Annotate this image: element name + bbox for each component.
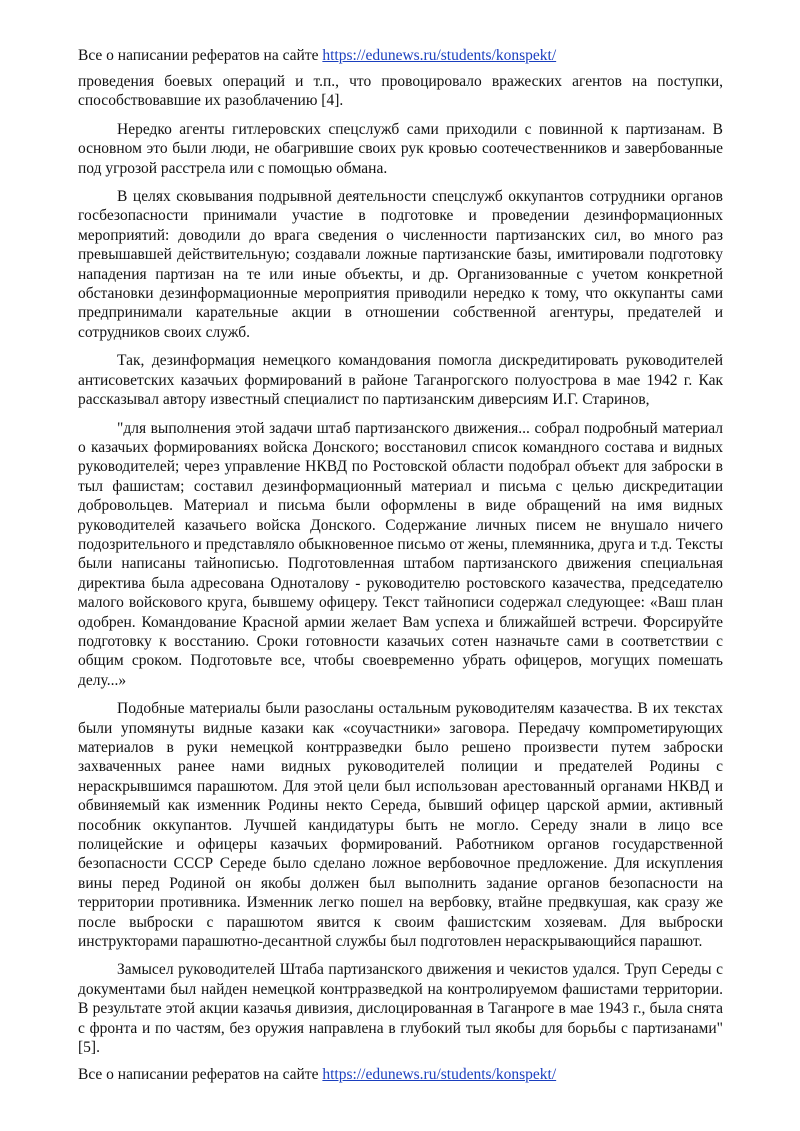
paragraph-7: Замысел руководителей Штаба партизанского движения и чекистов удался. Труп Середы с документами был найден немецкой контрразведкой на контролируемом фашистами территории. В результате этой акции казачья дивизия, дислоцированная в Таганроге в мае 1943 г., была снята с фронта и по частям, без оружия направлена в глубокий тыл якобы для борьбы с партизанами" [5]. [78, 961, 723, 1057]
header-link[interactable]: https://edunews.ru/students/konspekt/ [322, 47, 557, 64]
footer-link[interactable]: https://edunews.ru/students/konspekt/ [322, 1066, 557, 1083]
paragraph-1: проведения боевых операций и т.п., что провоцировало вражеских агентов на поступки, способствовавшие их разоблачению [4]. [78, 73, 723, 110]
page-header [78, 46, 723, 66]
header-text: Все о написании рефератов на сайте [78, 47, 323, 64]
paragraph-3: В целях сковывания подрывной деятельности спецслужб оккупантов сотрудники органов госбезопасности принимали участие в подготовке и проведении дезинформационных мероприятий: доводили до врага сведения о численности партизанских сил, во много раз превышавшей действительную; создавали ложные партизанские базы, имитировали подготовку нападения партизан на те или иные объекты, и др. Организованные с учетом конкретной обстановки дезинформационные мероприятия приводили нередко к тому, что оккупанты сами предпринимали карательные акции в отношении собственной агентуры, предателей и сотрудников своих служб. [78, 188, 723, 341]
document-page [78, 46, 723, 1067]
quote-paragraph: "для выполнения этой задачи штаб партизанского движения... собрал подробный материал о казачьих формированиях войска Донского; восстановил список командного состава и видных руководителей; через управление НКВД по Ростовской области подобрал объект для заброски в тыл фашистам; составил дезинформационный материал и письма с целью дискредитации добровольцев. Материал и письма были оформлены в виде обращений на имя видных руководителей казачьего войска Донского. Содержание личных писем не внушало ничего подозрительного и представляло обыкновенное письмо от жены, племянника, друга и т.д. Тексты были написаны тайнописью. Подготовленная штабом партизанского движения специальная директива была адресована Одноталову - руководителю ростовского казачества, председателю малого войскового круга, бывшему офицеру. Текст тайнописи содержал следующее: «Ваш план одобрен. Командование Красной армии желает Вам успеха и ближайшей встречи. Форсируйте подготовку к восстанию. Сроки готовности казачьих сотен назначьте сами в соответствии с общим сроком. Подготовьте все, чтобы своевременно убрать офицеров, могущих помешать делу...» [78, 419, 723, 689]
paragraph-4: Так, дезинформация немецкого командования помогла дискредитировать руководителей антисоветских казачьих формирований в районе Таганрогского полуострова в мае 1942 г. Как рассказывал автору известный специалист по партизанским диверсиям И.Г. Старинов, [78, 352, 723, 409]
paragraph-2: Нередко агенты гитлеровских спецслужб сами приходили с повинной к партизанам. В основном это были люди, не обагрившие своих рук кровью соотечественников и завербованные под угрозой расстрела или с помощью обмана. [78, 120, 723, 177]
paragraph-6: Подобные материалы были разосланы остальным руководителям казачества. В их текстах были упомянуты видные казаки как «соучастники» заговора. Передачу компрометирующих материалов в руки немецкой контрразведки было решено произвести путем заброски захваченных ранее нами видных руководителей полиции и предателей Родины с нераскрывшимся парашютом. Для этой цели был использован арестованный органами НКВД и обвиняемый как изменник Родины некто Середа, бывший офицер царской армии, активный пособник оккупантов. Лучшей кандидатуры быть не могло. Середу знали в лицо все полицейские и офицеры казачьих формирований. Работником органов государственной безопасности СССР Середе было сделано ложное вербовочное предложение. Для искупления вины перед Родиной он якобы должен был выполнить задание органов безопасности на территории противника. Изменник легко пошел на вербовку, втайне предвкушая, как сразу же после выброски с парашютом явится к своим фашистским хозяевам. Для выброски инструкторами парашютно-десантной службы был подготовлен нераскрывающийся парашют. [78, 700, 723, 951]
page-footer [78, 1065, 723, 1085]
footer-text: Все о написании рефератов на сайте [78, 1066, 323, 1083]
